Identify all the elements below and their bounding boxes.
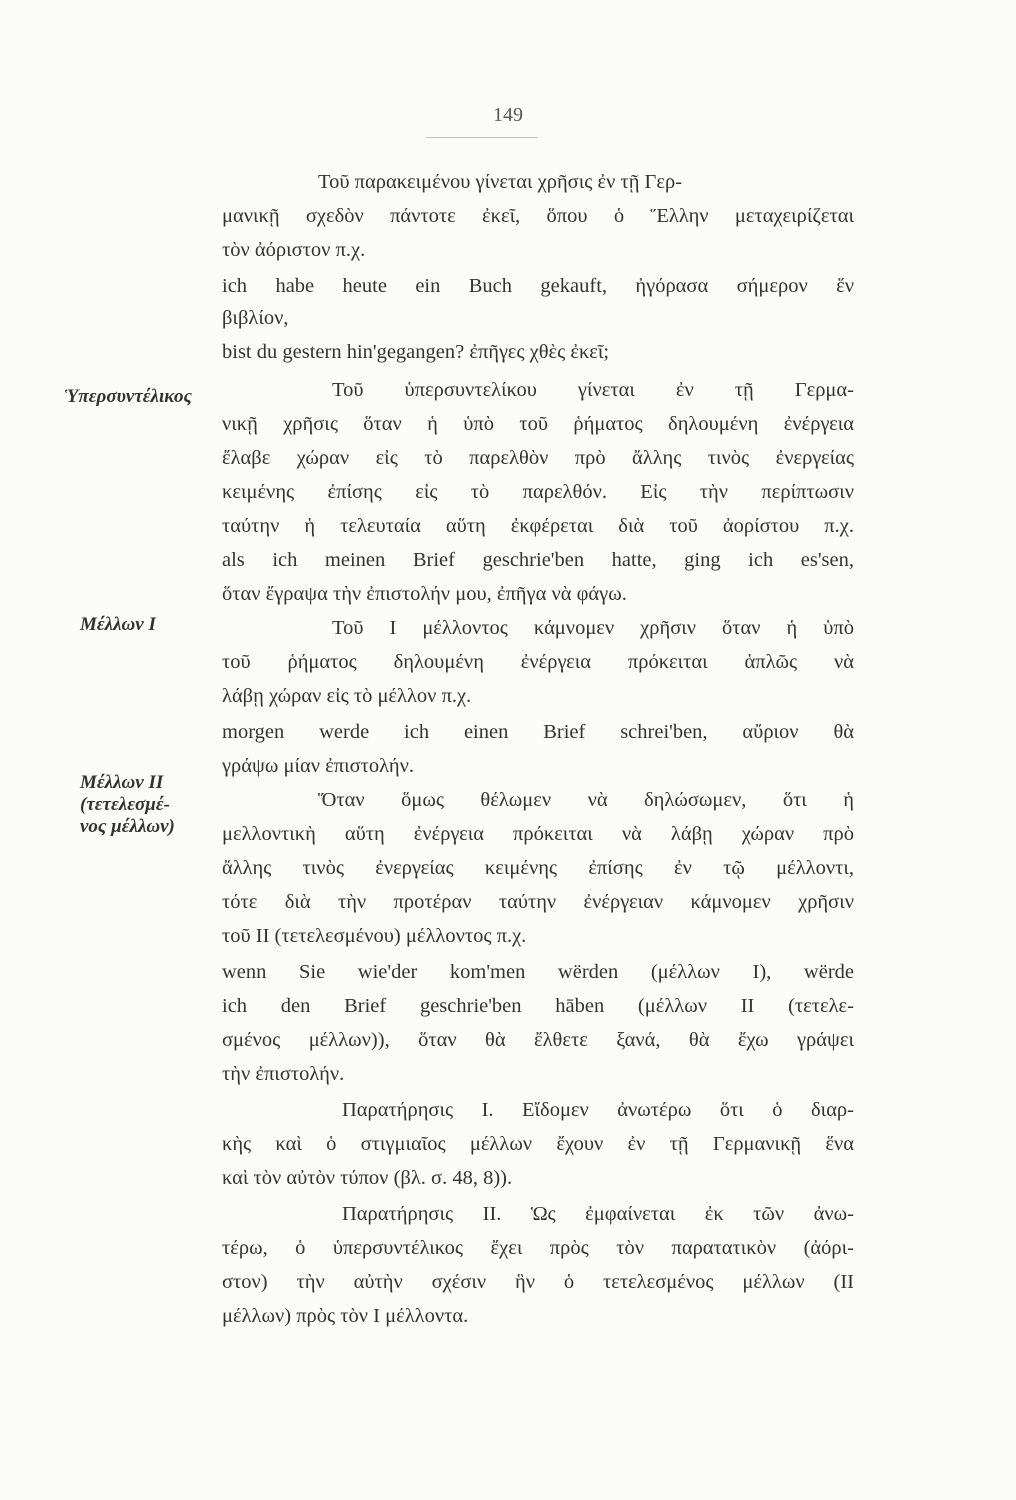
text-line: γράψω μίαν ἐπιστολήν. xyxy=(222,755,415,777)
margin-note-mellon-1: Μέλλων I xyxy=(80,614,156,635)
text-line: ὅταν ἔγραψα τὴν ἐπιστολήν μου, ἐπῆγα νὰ φάγω. xyxy=(222,583,627,605)
text-line: ich habe heute ein Buch gekauft, ἠγόρασα σήμερον ἕν xyxy=(222,275,854,297)
text-line: ταύτην ἡ τελευταία αὕτη ἐκφέρεται διὰ τοῦ ἀορίστου π.χ. xyxy=(222,515,854,537)
text-line: als ich meinen Brief geschrie'ben hatte, ging ich es'sen, xyxy=(222,549,854,571)
text-line: κειμένης ἐπίσης εἰς τὸ παρελθόν. Εἰς τὴν περίπτωσιν xyxy=(222,481,854,503)
text-line: σμένος μέλλων)), ὅταν θὰ ἔλθετε ξανά, θὰ ἔχω γράψει xyxy=(222,1029,854,1051)
page-number: 149 xyxy=(493,104,523,126)
text-line: ἄλλης τινὸς ἐνεργείας κειμένης ἐπίσης ἐν τῷ μέλλοντι, xyxy=(222,857,854,879)
text-line: τὸν ἀόριστον π.χ. xyxy=(222,239,366,261)
text-line: βιβλίον, xyxy=(222,307,289,329)
margin-note-hypersyntelikos: Ὑπερσυντέλικος xyxy=(64,386,192,407)
text-line: τότε διὰ τὴν προτέραν ταύτην ἐνέργειαν κάμνομεν χρῆσιν xyxy=(222,891,854,913)
text-line: τοῦ II (τετελεσμένου) μέλλοντος π.χ. xyxy=(222,925,527,947)
text-line: τὴν ἐπιστολήν. xyxy=(222,1063,345,1085)
text-line: μελλοντικὴ αὕτη ἐνέργεια πρόκειται νὰ λάβῃ χώραν πρὸ xyxy=(222,823,854,845)
text-line: στον) τὴν αὐτὴν σχέσιν ἣν ὁ τετελεσμένος μέλλων (II xyxy=(222,1271,854,1293)
text-line: Ὅταν ὅμως θέλωμεν νὰ δηλώσωμεν, ὅτι ἡ xyxy=(318,789,854,811)
margin-note-mellon-2-b: (τετελεσμέ- xyxy=(80,794,170,815)
text-line: ἔλαβε χώραν εἰς τὸ παρελθὸν πρὸ ἄλλης τινὸς ἐνεργείας xyxy=(222,447,854,469)
text-line: Τοῦ I μέλλοντος κάμνομεν χρῆσιν ὅταν ἡ ὑπὸ xyxy=(332,617,854,639)
text-line: wenn Sie wie'der kom'men wërden (μέλλων I), wërde xyxy=(222,961,854,983)
margin-note-mellon-2-c: νος μέλλων) xyxy=(80,816,175,837)
text-line: μέλλων) πρὸς τὸν I μέλλοντα. xyxy=(222,1305,469,1327)
text-line: κὴς καὶ ὁ στιγμιαῖος μέλλων ἔχουν ἐν τῇ Γερμανικῇ ἕνα xyxy=(222,1133,854,1155)
text-line: ich den Brief geschrie'ben hāben (μέλλων II (τετελε- xyxy=(222,995,854,1017)
text-line-remark-2: Παρατήρησις II. Ὡς ἐμφαίνεται ἐκ τῶν ἀνω- xyxy=(342,1203,854,1225)
margin-note-mellon-2: Μέλλων II xyxy=(80,772,164,793)
text-line: Τοῦ ὑπερσυντελίκου γίνεται ἐν τῇ Γερμα- xyxy=(332,379,854,401)
text-line: bist du gestern hin'gegangen? ἐπῆγες χθὲς ἐκεῖ; xyxy=(222,341,610,363)
text-line: τέρω, ὁ ὑπερσυντέλικος ἔχει πρὸς τὸν παρατατικὸν (ἀόρι- xyxy=(222,1237,854,1259)
text-line: morgen werde ich einen Brief schrei'ben, αὔριον θὰ xyxy=(222,721,854,743)
text-line: λάβῃ χώραν εἰς τὸ μέλλον π.χ. xyxy=(222,685,472,707)
text-line-remark-1: Παρατήρησις I. Εἴδομεν ἀνωτέρω ὅτι ὁ διαρ- xyxy=(342,1099,854,1121)
text-line: Τοῦ παρακειμένου γίνεται χρῆσις ἐν τῇ Γερ- xyxy=(318,171,683,193)
header-rule xyxy=(426,137,538,138)
text-line: μανικῇ σχεδὸν πάντοτε ἐκεῖ, ὅπου ὁ Ἕλλην μεταχειρίζεται xyxy=(222,205,854,227)
text-line: καὶ τὸν αὐτὸν τύπον (βλ. σ. 48, 8)). xyxy=(222,1167,513,1189)
text-line: τοῦ ῥήματος δηλουμένη ἐνέργεια πρόκειται ἁπλῶς νὰ xyxy=(222,651,854,673)
text-line: νικῇ χρῆσις ὅταν ἡ ὑπὸ τοῦ ῥήματος δηλουμένη ἐνέργεια xyxy=(222,413,854,435)
